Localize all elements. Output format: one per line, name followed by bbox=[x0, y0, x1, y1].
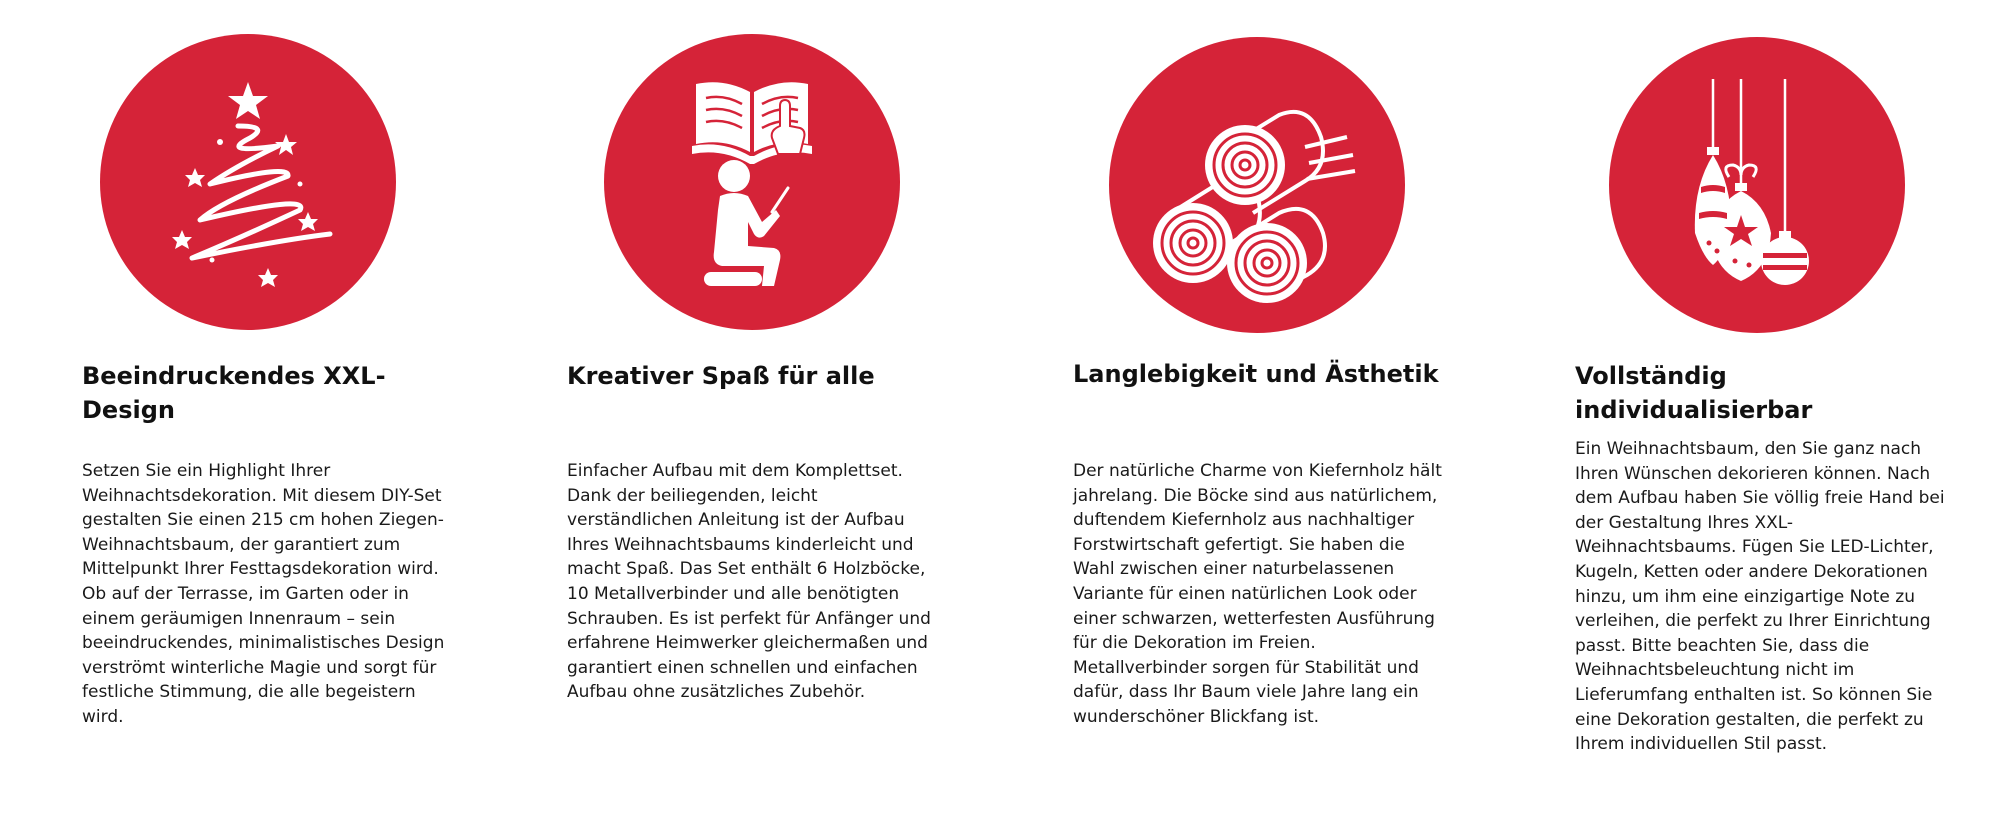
feature-title: Langlebigkeit und Ästhetik bbox=[1073, 360, 1439, 388]
feature-description: Setzen Sie ein Highlight Ihrer Weihnachtsdekoration. Mit diesem DIY-Set gestalten Sie einen 215 cm hohen Ziegen-Weihnachtsbaum, der garantiert zum Mittelpunkt Ihrer Festtagsdekoration wird. Ob auf der Terrasse, im Garten oder in einem geräumigen Innenraum – sein beeindruckendes, minimalistisches Design verströmt winterliche Magie und sorgt für festliche Stimmung, die alle begeistern wird. bbox=[82, 461, 445, 727]
feature-description: Ein Weihnachtsbaum, den Sie ganz nach Ihren Wünschen dekorieren können. Nach dem Aufbau haben Sie völlig freie Hand bei der Gestaltung Ihres XXL-Weihnachtsbaums. Fügen Sie LED-Lichter, Kugeln, Ketten oder andere Dekorationen hinzu, um ihm eine einzigartige Note zu verleihen, die perfekt zu Ihrer Einrichtung passt. Bitte beachten Sie, dass die Weihnachtsbeleuchtung nicht im Lieferumfang enthalten ist. So können Sie eine Dekoration gestalten, die perfekt zu Ihrem individuellen Stil passt. bbox=[1575, 439, 1945, 755]
feature-icon-circle bbox=[1609, 37, 1905, 333]
feature-description: Der natürliche Charme von Kiefernholz hält jahrelang. Die Böcke sind aus natürlichem, duftendem Kiefernholz aus nachhaltiger Forstwirtschaft gefertigt. Sie haben die Wahl zwischen einer naturbelassenen Variante für einen natürlichen Look oder einer schwarzen, wetterfesten Ausführung für die Dekoration im Freien. Metallverbinder sorgen für Stabilität und dafür, dass Ihr Baum viele Jahre lang ein wunderschöner Blickfang ist. bbox=[1073, 461, 1442, 727]
reading-instructions-icon bbox=[604, 34, 900, 330]
feature-icon-circle bbox=[100, 34, 396, 330]
feature-icon-circle bbox=[604, 34, 900, 330]
feature-title: Kreativer Spaß für alle bbox=[567, 362, 875, 390]
feature-title: Vollständig individualisierbar bbox=[1575, 362, 1813, 424]
feature-icon-circle bbox=[1109, 37, 1405, 333]
wood-logs-icon bbox=[1109, 37, 1405, 333]
christmas-tree-icon bbox=[100, 34, 396, 330]
christmas-ornaments-icon bbox=[1609, 37, 1905, 333]
feature-title: Beeindruckendes XXL-Design bbox=[82, 362, 386, 424]
feature-description: Einfacher Aufbau mit dem Komplettset. Dank der beiliegenden, leicht verständlichen Anleitung ist der Aufbau Ihres Weihnachtsbaums kinderleicht und macht Spaß. Das Set enthält 6 Holzböcke, 10 Metallverbinder und alle benötigten Schrauben. Es ist perfekt für Anfänger und erfahrene Heimwerker gleichermaßen und garantiert einen schnellen und einfachen Aufbau ohne zusätzliches Zubehör. bbox=[567, 461, 931, 703]
